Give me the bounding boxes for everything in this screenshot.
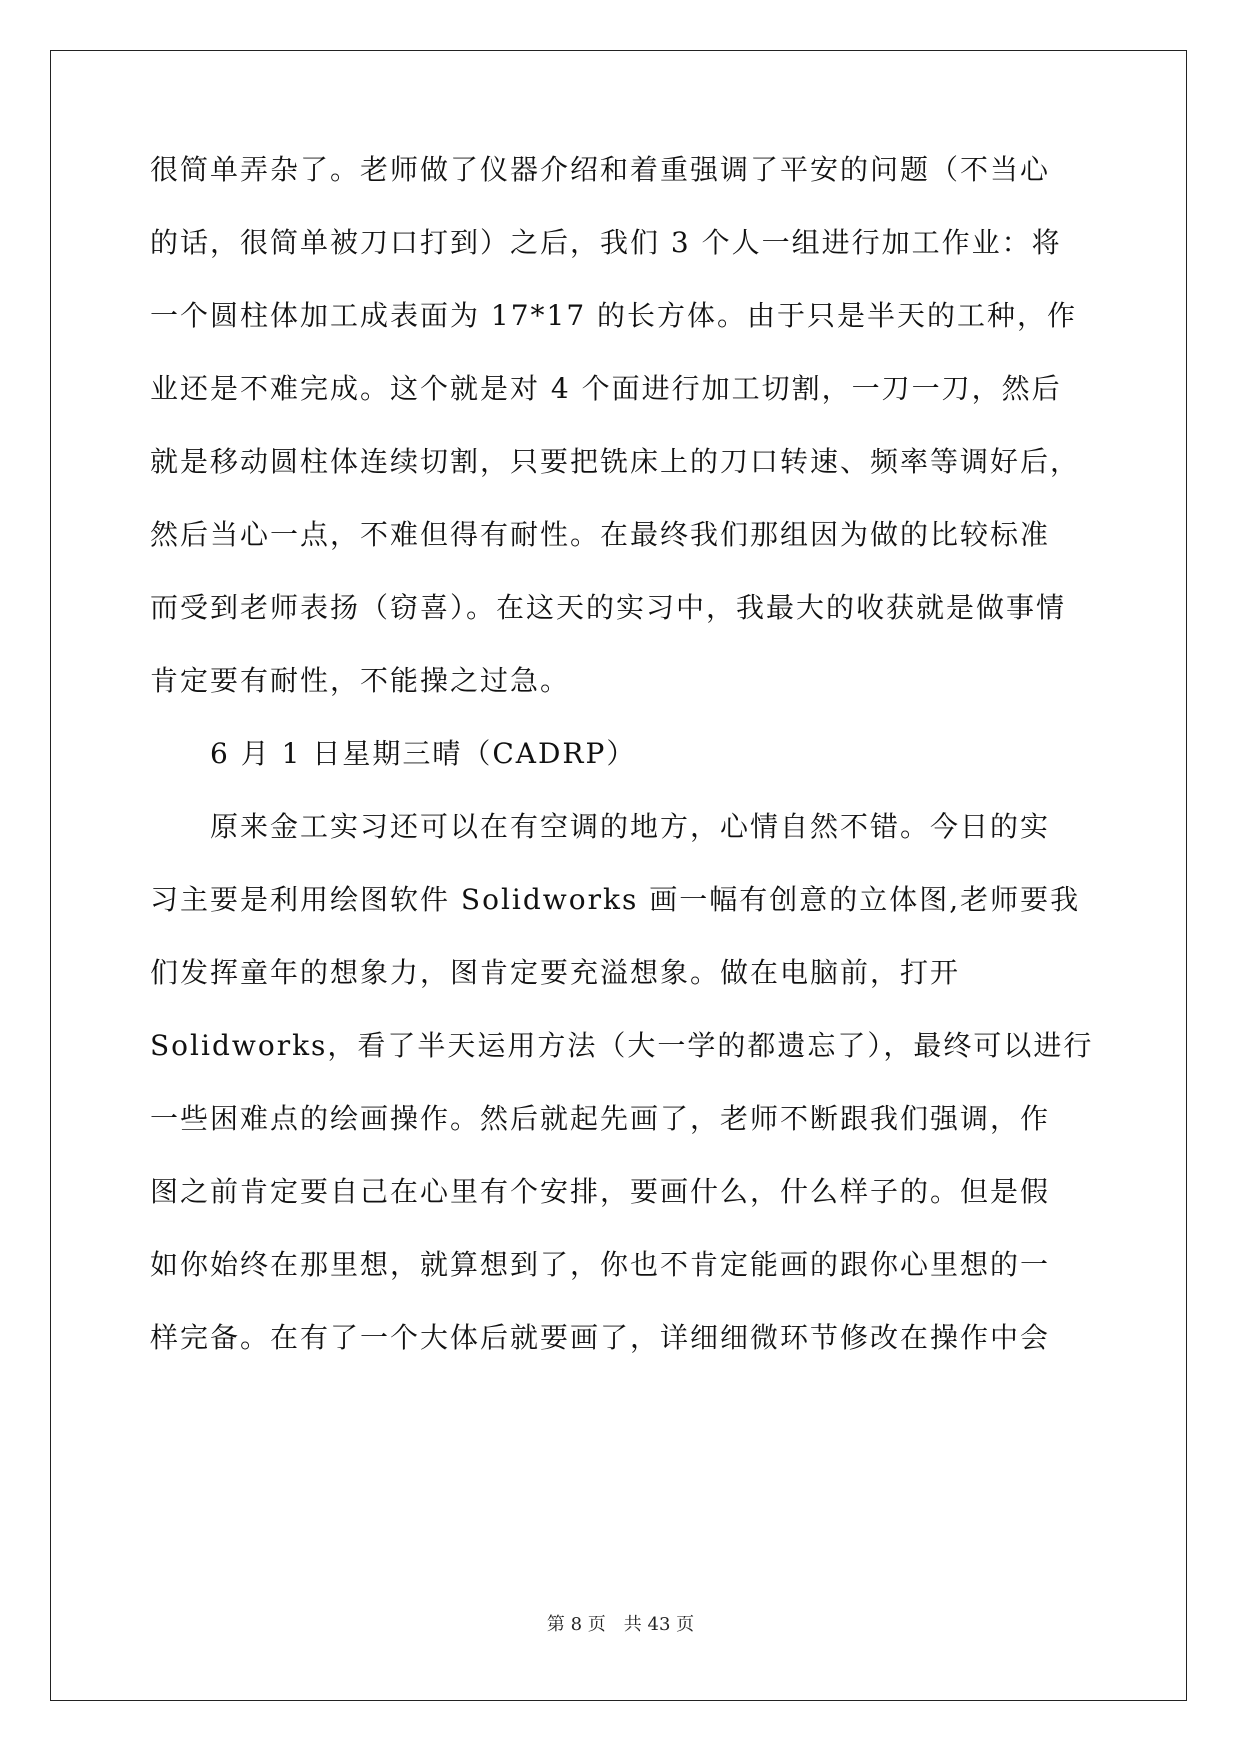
text-line: 业还是不难完成。这个就是对 4 个面进行加工切割，一刀一刀，然后 — [150, 372, 1062, 405]
text-line: 肯定要有耐性，不能操之过急。 — [150, 664, 571, 697]
text-line: 样完备。在有了一个大体后就要画了，详细细微环节修改在操作中会 — [150, 1321, 1051, 1354]
text-line: 习主要是利用绘图软件 Solidworks 画一幅有创意的立体图,老师要我 — [150, 883, 1081, 916]
section-heading: 6 月 1 日星期三晴（CADRP） — [210, 737, 637, 770]
text-line: 然后当心一点，不难但得有耐性。在最终我们那组因为做的比较标准 — [150, 518, 1051, 551]
text-line: 很简单弄杂了。老师做了仪器介绍和着重强调了平安的问题（不当心 — [150, 153, 1051, 186]
text-line: 一个圆柱体加工成表面为 17*17 的长方体。由于只是半天的工种，作 — [150, 299, 1078, 332]
page-number: 第 8 页 共 43 页 — [546, 1614, 695, 1635]
text-line: 的话，很简单被刀口打到）之后，我们 3 个人一组进行加工作业：将 — [150, 226, 1062, 259]
text-line: 就是移动圆柱体连续切割，只要把铣床上的刀口转速、频率等调好后， — [150, 445, 1081, 478]
text-line: 而受到老师表扬（窃喜）。在这天的实习中，我最大的收获就是做事情 — [150, 591, 1067, 624]
text-line: Solidworks，看了半天运用方法（大一学的都遗忘了），最终可以进行 — [150, 1029, 1094, 1062]
text-line: 如你始终在那里想，就算想到了，你也不肯定能画的跟你心里想的一 — [150, 1248, 1051, 1281]
text-line: 一些困难点的绘画操作。然后就起先画了，老师不断跟我们强调，作 — [150, 1102, 1051, 1135]
text-line: 图之前肯定要自己在心里有个安排，要画什么，什么样子的。但是假 — [150, 1175, 1051, 1208]
text-line: 原来金工实习还可以在有空调的地方，心情自然不错。今日的实 — [210, 810, 1051, 843]
text-line: 们发挥童年的想象力，图肯定要充溢想象。做在电脑前，打开 — [150, 956, 961, 989]
